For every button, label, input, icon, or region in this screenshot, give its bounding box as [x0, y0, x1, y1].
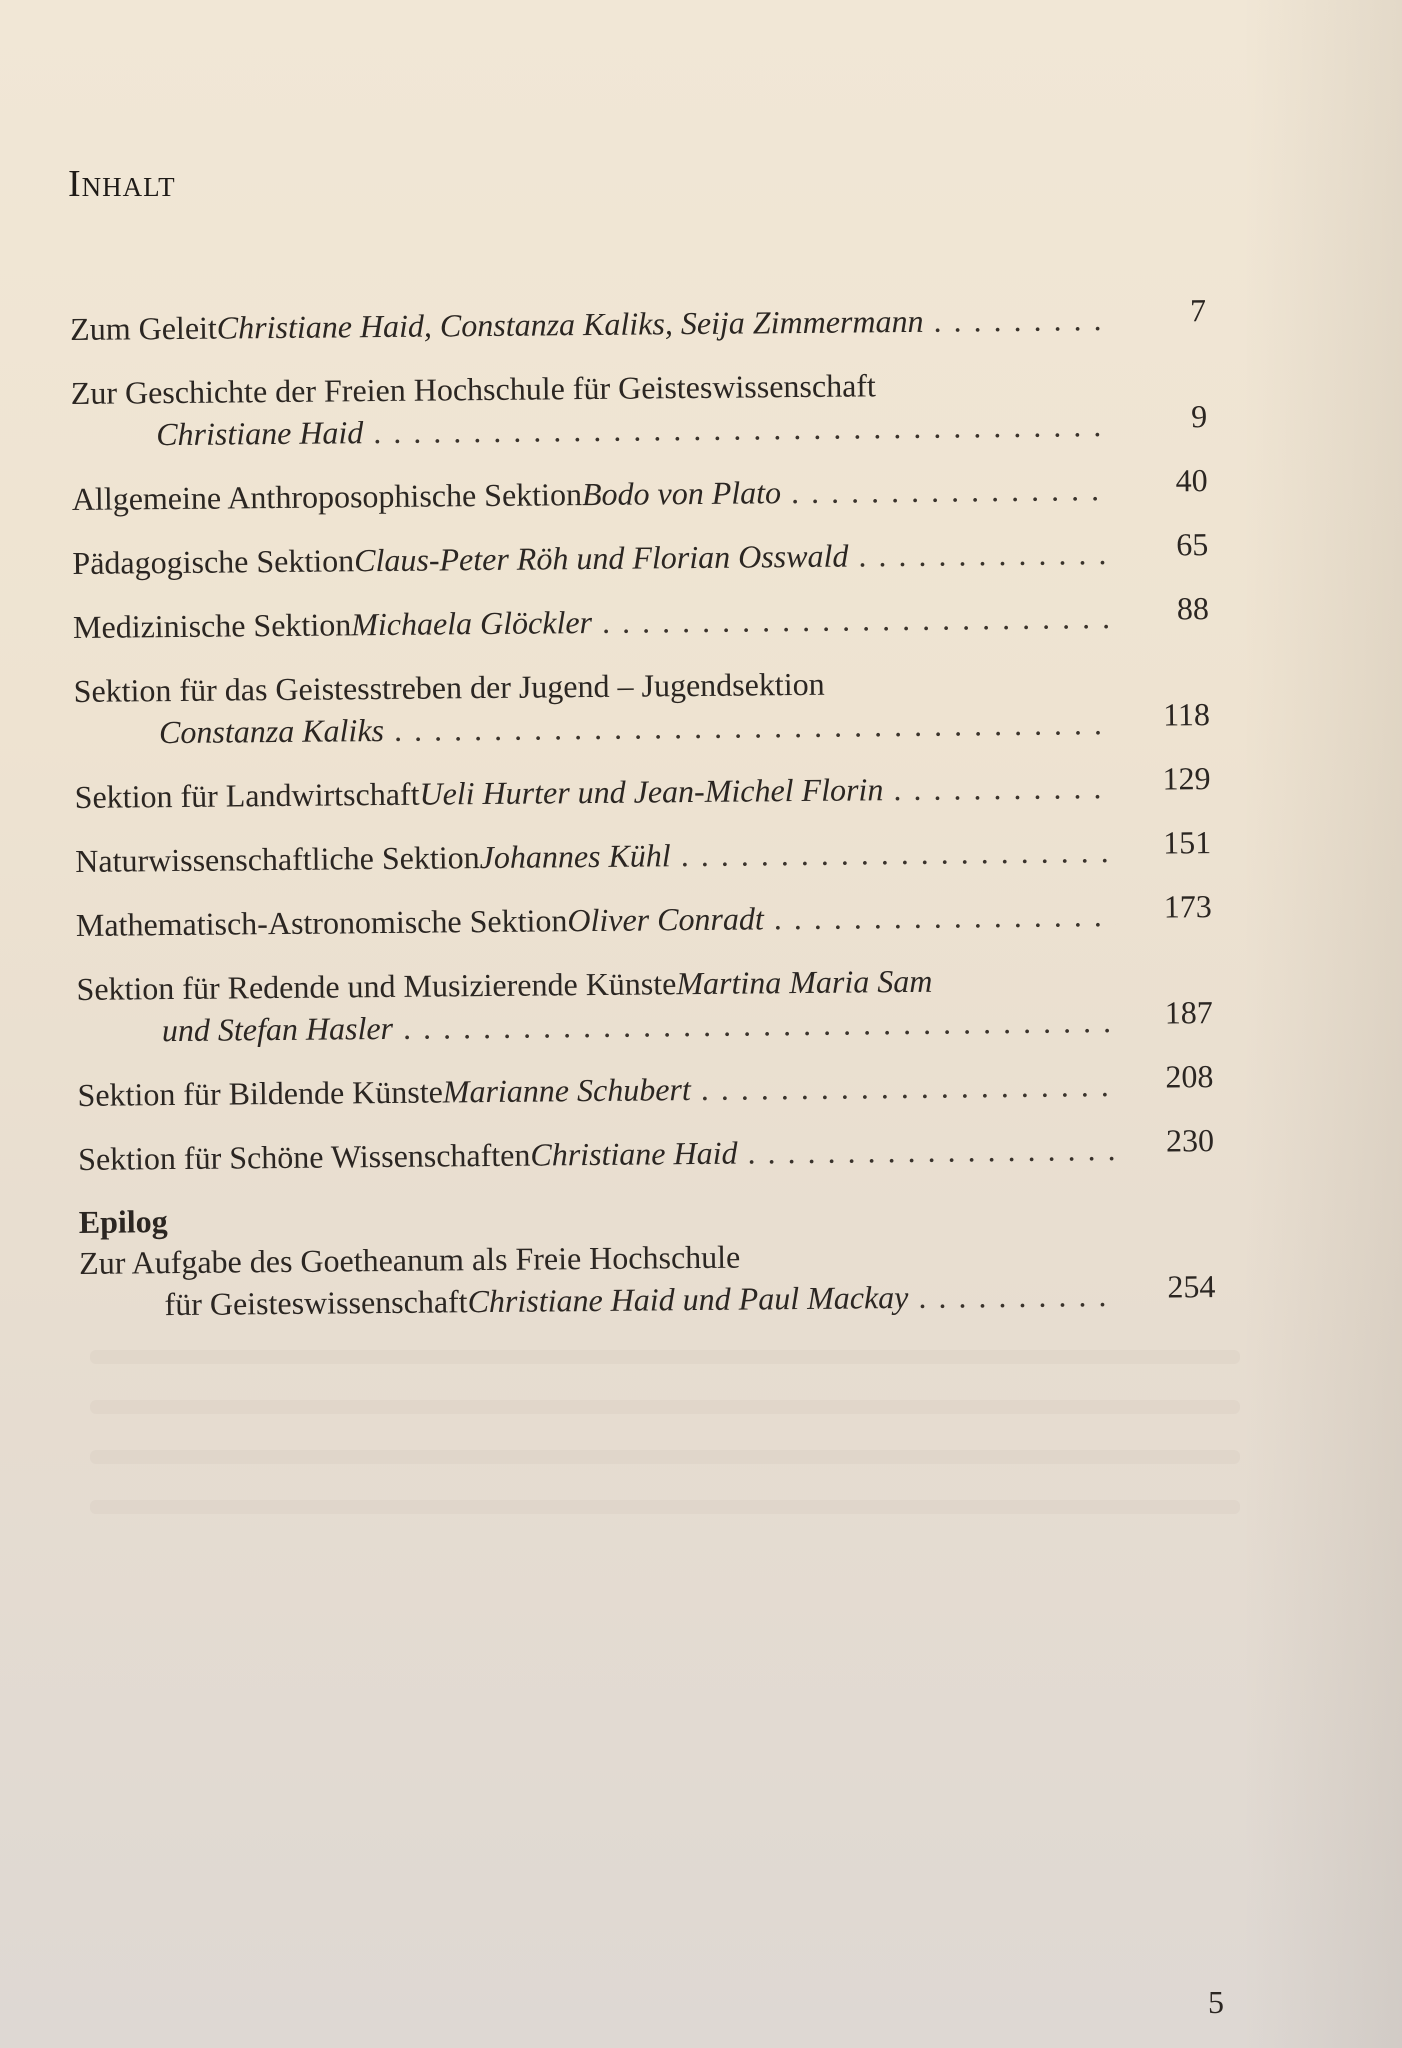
entry-author-continued: und Stefan Hasler: [161, 1009, 394, 1049]
dot-leader: [394, 702, 1114, 751]
entry-title: Pädagogische Sektion: [72, 542, 355, 581]
dot-leader: [602, 596, 1113, 643]
entry-page-number: 9: [1190, 398, 1208, 435]
entry-author: Johannes Kühl: [479, 837, 671, 876]
entry-page-number: 254: [1167, 1268, 1216, 1305]
toc-entry: [77, 1122, 1228, 1180]
toc-entry: [74, 760, 1224, 818]
entry-page-number: 208: [1165, 1058, 1214, 1095]
entry-page-number: 173: [1163, 888, 1212, 925]
entry-page-number: 129: [1162, 760, 1211, 797]
dot-leader: [791, 468, 1112, 513]
entry-title: Allgemeine Anthroposophische Sektion: [71, 476, 583, 517]
dot-leader: [681, 830, 1116, 876]
entry-title: Naturwissenschaftliche Sektion: [75, 839, 480, 879]
show-through-line: [90, 1500, 1240, 1514]
show-through-line: [90, 1400, 1240, 1414]
entry-page-number: 7: [1189, 292, 1207, 329]
entry-title: Mathematisch-Astronomische Sektion: [75, 902, 568, 943]
entry-author: Christiane Haid: [530, 1134, 738, 1173]
entry-page-number: 40: [1175, 462, 1208, 499]
entry-page-number: 151: [1163, 824, 1212, 861]
entry-title: Medizinische Sektion: [72, 606, 352, 645]
entry-author: Claus-Peter Röh und Florian Osswald: [353, 537, 849, 579]
entry-title: Zur Geschichte der Freien Hochschule für Geisteswissenschaft: [70, 367, 877, 411]
toc-entry: [76, 957, 1227, 1052]
entry-page-number: 187: [1164, 994, 1213, 1031]
page-number: 5: [1208, 1984, 1224, 2020]
entry-title: Zur Aufgabe des Goetheanum als Freie Hochschule: [78, 1238, 741, 1281]
dot-leader: [918, 1274, 1120, 1318]
show-through-line: [90, 1450, 1240, 1464]
entry-author: Constanza Kaliks: [158, 712, 385, 751]
toc-epilog: [79, 1191, 1230, 1326]
entry-author: Christiane Haid, Constanza Kaliks, Seija Zimmermann: [216, 302, 924, 346]
entry-author: Christiane Haid und Paul Mackay: [467, 1278, 909, 1320]
entry-author: Martina Maria Sam: [676, 962, 933, 1002]
entry-title: Sektion für Schöne Wissenschaften: [77, 1136, 531, 1177]
entry-author: Oliver Conradt: [567, 900, 764, 939]
toc-entry: [75, 888, 1226, 946]
entry-author: Ueli Hurter und Jean-Michel Florin: [419, 771, 884, 812]
dot-leader: [774, 894, 1116, 939]
toc-entry: [72, 526, 1222, 584]
entry-author: Marianne Schubert: [442, 1071, 691, 1110]
entry-title: Zum Geleit: [70, 309, 217, 347]
entry-author: Bodo von Plato: [581, 474, 782, 513]
toc-entry: [71, 361, 1222, 456]
entry-page-number: 230: [1165, 1122, 1215, 1159]
toc-entry: [72, 590, 1223, 648]
dot-leader: [747, 1128, 1118, 1174]
page-shadow: [1242, 0, 1402, 2048]
entry-page-number: 88: [1176, 590, 1210, 627]
show-through-line: [90, 1350, 1240, 1364]
dot-leader: [701, 1064, 1118, 1110]
page-title: Inhalt: [68, 163, 176, 205]
toc-entry: [70, 292, 1220, 350]
table-of-contents: [70, 292, 1230, 1348]
entry-page-number: 118: [1162, 696, 1211, 733]
entry-author: Michaela Glöckler: [351, 604, 593, 643]
dot-leader: [893, 766, 1115, 810]
toc-entry: [71, 462, 1222, 520]
entry-title: Sektion für Bildende Künste: [77, 1073, 443, 1113]
entry-page-number: 65: [1176, 526, 1209, 563]
toc-entry: [75, 824, 1225, 882]
toc-entry: [73, 659, 1224, 754]
entry-author: Christiane Haid: [156, 414, 364, 453]
toc-entry: [77, 1058, 1227, 1116]
entry-title: Sektion für Redende und Musizierende Künste: [76, 965, 677, 1007]
dot-leader: [403, 1000, 1117, 1049]
entry-title: Sektion für das Geistesstreben der Jugend – Jugendsektion: [73, 665, 825, 709]
dot-leader: [933, 298, 1110, 342]
epilog-heading: Epilog: [78, 1203, 168, 1240]
dot-leader: [373, 404, 1111, 453]
dot-leader: [858, 532, 1112, 576]
entry-title: Sektion für Landwirtschaft: [74, 775, 420, 815]
entry-title-continued: für Geisteswissenschaft: [164, 1283, 468, 1323]
